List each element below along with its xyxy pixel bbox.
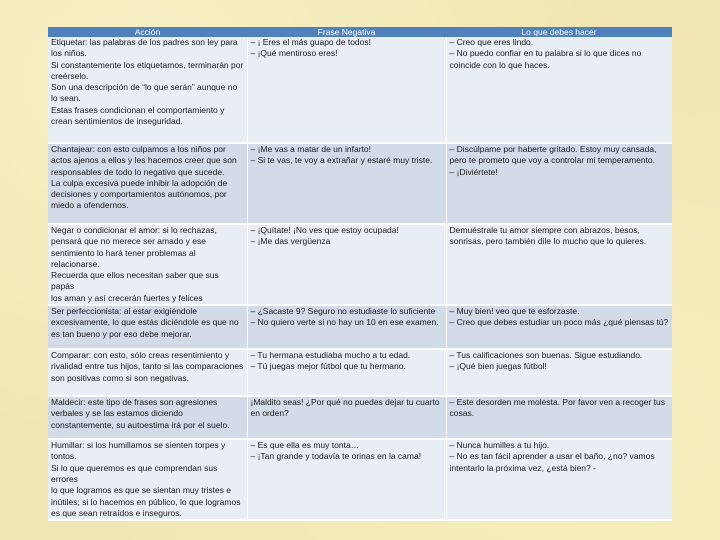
advice-table: [48, 27, 672, 521]
cell-frase-negativa: – Tu hermana estudiaba mucho a tu edad. – Tú juegas mejor fútbol que tu hermano.: [247, 349, 446, 396]
cell-lo-que-debes-hacer: – Discúlpame por haberte gritado. Estoy muy cansada, pero te prometo que voy a controlar mi temperamento. – ¡Diviértete!: [446, 143, 672, 224]
cell-accion: Negar o condicionar el amor: si lo rechazas, pensará que no merece ser amado y ese sentimiento lo hará tener problemas al relacionarse. Recuerda que ellos necesitan saber que sus papás los aman y así crecerán fuertes y felices: [48, 224, 247, 305]
table-row: [48, 349, 672, 396]
cell-lo-que-debes-hacer: – Este desorden me molesta. Por favor ven a recoger tus cosas.: [446, 396, 672, 439]
table-row: [48, 439, 672, 520]
cell-accion: Maldecir: este tipo de frases son agresiones verbales y se las estamos diciendo constantemente, su autoestima irá por el suelo.: [48, 396, 247, 439]
cell-accion: Chantajear: con esto culpamos a los niños por actos ajenos a ellos y les hacemos creer que son responsables de todo lo negativo que sucede. La culpa excesiva puede inhibir la adopción de decisiones y comportamientos autónomos, por miedo a ofendernos.: [48, 143, 247, 224]
cell-accion: Comparar: con esto, sólo creas resentimiento y rivalidad entre tus hijos, tanto si las comparaciones son positivas como si son negativas.: [48, 349, 247, 396]
table-row: [48, 305, 672, 349]
cell-frase-negativa: – ¡ Eres el más guapo de todos! – ¡Qué mentiroso eres!: [247, 37, 446, 143]
cell-lo-que-debes-hacer: – Nunca humilles a tu hijo. – No es tan fácil aprender a usar el baño, ¿no? vamos intentarlo la próxima vez, ¿está bien? -: [446, 439, 672, 520]
cell-lo-que-debes-hacer: Demuéstrale tu amor siempre con abrazos, besos, sonrisas, pero también dile lo mucho que lo quieres.: [446, 224, 672, 305]
cell-frase-negativa: ¡Maldito seas! ¿Por qué no puedes dejar tu cuarto en orden?: [247, 396, 446, 439]
header-lo-que-debes-hacer: Lo que debes hacer: [446, 27, 672, 37]
cell-accion: Humillar: si los humillamos se sienten torpes y tontos. Si lo que queremos es que comprendan sus errores lo que logramos es que se sientan muy tristes e inútiles; si lo hacemos en público, lo que logramos es que sean retraídos e inseguros.: [48, 439, 247, 520]
header-frase-negativa: Frase Negativa: [247, 27, 446, 37]
cell-frase-negativa: – ¿Sacaste 9? Seguro no estudiaste lo suficiente – No quiero verte si no hay un 10 en ese examen.: [247, 305, 446, 349]
table-header-row: [48, 27, 672, 37]
table-row: [48, 224, 672, 305]
table-row: [48, 37, 672, 143]
cell-frase-negativa: – ¡Quítate! ¡No ves que estoy ocupada! – ¡Me das vergüenza: [247, 224, 446, 305]
cell-lo-que-debes-hacer: – Tus calificaciones son buenas. Sigue estudiando. – ¡Qué bien juegas fútbol!: [446, 349, 672, 396]
table-row: [48, 143, 672, 224]
header-accion: Acción: [48, 27, 247, 37]
table-row: [48, 396, 672, 439]
cell-lo-que-debes-hacer: – Creo que eres lindo. – No puedo confiar en tu palabra si lo que dices no coincide con lo que haces.: [446, 37, 672, 143]
cell-accion: Etiquetar: las palabras de los padres son ley para los niños. Si constantemente los etiquetamos, terminarán por creérselo. Son una descripción de “lo que serán” aunque no lo sean. Estas frases condicionan el comportamiento y crean sentimientos de inseguridad.: [48, 37, 247, 143]
cell-frase-negativa: – ¡Me vas a matar de un infarto! – Si te vas, te voy a extrañar y estaré muy triste.: [247, 143, 446, 224]
cell-lo-que-debes-hacer: – Muy bien! veo que te esforzaste. – Creo que debes estudiar un poco más ¿qué piensas tú?: [446, 305, 672, 349]
cell-frase-negativa: – Es que ella es muy tonta… – ¡Tan grande y todavía te orinas en la cama!: [247, 439, 446, 520]
cell-accion: Ser perfeccionista: al estar exigiéndole excesivamente, lo que estás diciéndole es que no es tan bueno y por eso debe mejorar.: [48, 305, 247, 349]
